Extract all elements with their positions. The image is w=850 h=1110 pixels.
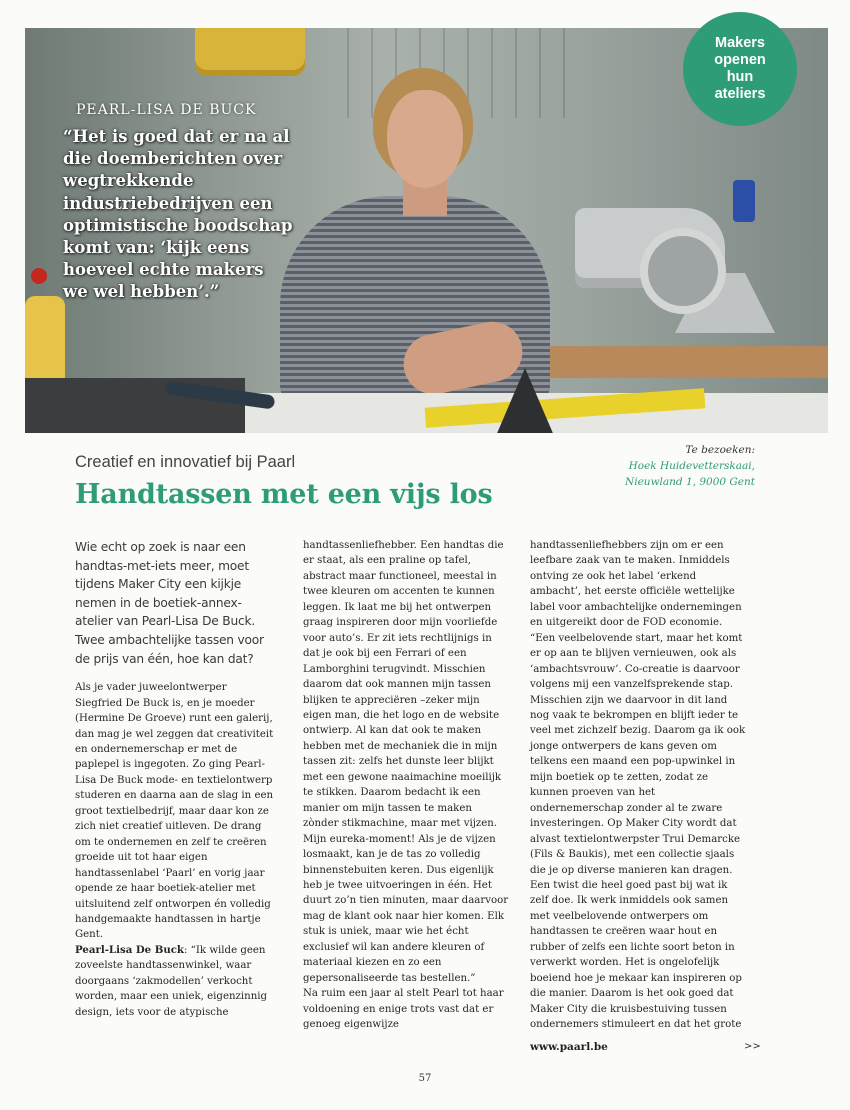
page-number: 57 xyxy=(418,1073,432,1084)
continue-mark: >> xyxy=(744,1041,761,1052)
article-headline: Handtassen met een vijs los xyxy=(75,479,493,510)
portrait-face xyxy=(387,90,463,188)
workbench-shape xyxy=(525,346,828,378)
visit-info xyxy=(535,442,755,490)
yellow-bag-shape xyxy=(195,28,305,76)
column-1 xyxy=(75,538,275,1020)
paragraph-2-continued: handtassenliefhebber. Een handtas die er staat, als een praline op tafel, abstract maar functioneel, meestal in twee kleuren om accenten te kunnen leggen. Ik laat me bij het ontwerpen graag inspireren door mijn voorliefde voor auto’s. Er zit iets rechtlijnigs in dat je ook bij een Ferrari of een Lamborghini terugvindt. Misschien daarom dat ook mannen mijn tassen blijken te appreciëren –zeker mijn eigen man, die het logo en de website ontwierp. Al kan dat ook te maken hebben met de mechaniek die in mijn tassen zit: zelfs het dunste leer blijkt met een gewone naaimachine moeilijk te stikken. Daarom bedacht ik een manier om mijn tassen te maken zònder stikmachine, maar met vijzen. Mijn eureka-moment! Als je de vijzen losmaakt, kan je de tas zo volledig binnenstebuiten keren. Dus eigenlijk heb je twee uitvoeringen in één. Het duurt zo’n tien minuten, maar daarvoor mag de klant ook naar hier komen. Elk stuk is uniek, maar wie het écht exclusief wil kan andere kleuren of materiaal kiezen en zo een gepersonaliseerde tas bestellen.” xyxy=(303,540,509,984)
visit-address-line1: Hoek Huidevetterskaai, xyxy=(628,460,755,472)
website-link[interactable]: www.paarl.be xyxy=(530,1041,608,1053)
speaker-quote: : “Ik wilde geen zoveelste handtassenwinkel, waar doorgaans ‘zakmodellen’ verkocht worden, maar een uniek, eigenzinnig design, iets voor de atypische xyxy=(75,944,268,1018)
column-2 xyxy=(303,538,510,1033)
thread-spool-shape xyxy=(733,180,755,222)
kettle-knob-shape xyxy=(31,268,47,284)
visit-label: Te bezoeken: xyxy=(685,444,755,456)
paragraph-2 xyxy=(75,943,275,1020)
visit-address-line2: Nieuwland 1, 9000 Gent xyxy=(625,476,755,488)
article-kicker: Creatief en innovatief bij Paarl xyxy=(75,453,296,471)
paragraph-3-continued: handtassenliefhebbers zijn om er een leefbare zaak van te maken. Inmiddels ontving ze ook het label ‘erkend ambacht’, het eerste officiële wettelijke label voor ambachtelijke ondernemingen en uitgereikt door de FOD economie. “Een veelbelovende start, maar het komt er op aan te blijven vernieuwen, ook als ‘ambachtsvrouw’. Co-creatie is daarvoor volgens mij een vanzelfsprekende stap. Misschien zijn we daarvoor in dit land nog vaak te bekrompen en blijft ieder te veel met zichzelf bezig. Daarom ga ik ook jonge ontwerpers de kans geven om telkens een maand een pop-upwinkel in mijn boetiek op te zetten, zodat ze kunnen proeven van het ondernemerschap zonder al te zware investeringen. Op Maker City wordt dat alvast textielontwerpster Trui Demarcke (Fils & Baukis), met een collectie sjaals die je op diverse manieren kan dragen. Een twist die heel goed past bij wat ik zelf doe. Ik werk inmiddels ook samen met veelbelovende ontwerpers om handtassen te creëren waar hout en rubber of zelfs een lichte soort beton in verwerkt worden. Het is ongelofelijk boeiend hoe je mekaar kan inspireren op die manier. Daarom is het ook goed dat Maker City die kruisbestuiving tussen ondernemers stimuleert en dat het grote xyxy=(530,540,746,1031)
paragraph-3: Na ruim een jaar al stelt Pearl tot haar voldoening en enige trots vast dat er genoeg eigenwijze xyxy=(303,988,504,1031)
photo-name-caption: PEARL-LISA DE BUCK xyxy=(76,102,257,118)
section-badge xyxy=(683,12,797,126)
pull-quote: “Het is goed dat er na al die doemberichten over wegtrekkende industriebedrijven een optimistische boodschap komt van: ‘kijk eens hoeveel echte makers we wel hebben’.” xyxy=(63,127,293,302)
article-intro: Wie echt op zoek is naar een handtas-met-iets meer, moet tijdens Maker City een kijkje nemen in de boetiek-annex-atelier van Pearl-Lisa De Buck. Twee ambachtelijke tassen voor de prijs van één, hoe kan dat? xyxy=(75,540,264,666)
badge-label: Makers openen hun ateliers xyxy=(714,35,766,102)
speaker-name: Pearl-Lisa De Buck xyxy=(75,943,184,956)
paragraph-1: Als je vader juweelontwerper Siegfried De Buck is, en je moeder (Hermine De Groeve) runt een galerij, dan mag je wel zeggen dat creativiteit en ondernemerschap er met de paplepel is ingegoten. Zo ging Pearl-Lisa De Buck mode- en textielontwerp studeren en daarna aan de slag in een groot textielbedrijf, maar daar kon ze zich niet creatief uitleven. De drang om te ondernemen en zelf te creëren groeide uit tot haar eigen handtassenlabel ‘Paarl’ en vorig jaar opende ze haar boetiek-atelier met uitsluitend zelf ontworpen én volledig handgemaakte handtassen in hartje Gent. xyxy=(75,682,274,941)
column-3 xyxy=(530,538,748,1033)
